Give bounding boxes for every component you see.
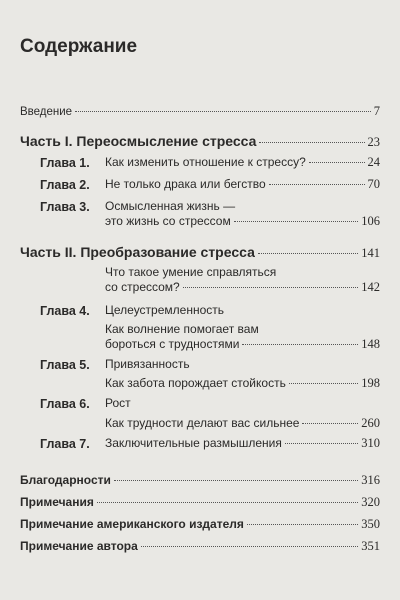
leader-dots <box>141 546 358 547</box>
toc-entry-notes <box>0 495 400 510</box>
toc-label: Часть I. Переосмысление стресса <box>20 133 257 149</box>
leader-dots <box>269 184 365 185</box>
leader-dots <box>183 287 359 288</box>
toc-label: Примечание автора <box>20 539 138 553</box>
leader-dots <box>302 423 358 424</box>
toc-label-line: Что такое умение справляться <box>105 265 277 279</box>
toc-entry-chapter-5-section <box>0 376 400 391</box>
chapter-number: Глава 5. <box>40 358 90 372</box>
toc-label: Как изменить отношение к стрессу? <box>105 155 306 169</box>
toc-entry-publisher-note <box>0 517 400 532</box>
chapter-number: Глава 6. <box>40 397 90 411</box>
leader-dots <box>242 344 358 345</box>
leader-dots <box>258 253 358 254</box>
chapter-title: Привязанность <box>105 357 190 371</box>
toc-entry-part-2 <box>0 244 400 261</box>
chapter-title: Целеустремленность <box>105 303 225 317</box>
page-number: 316 <box>361 473 380 487</box>
page-number: 260 <box>361 416 380 430</box>
page-number: 320 <box>361 495 380 509</box>
leader-dots <box>285 443 358 444</box>
chapter-number: Глава 2. <box>40 178 90 192</box>
page-number: 148 <box>361 337 380 351</box>
leader-dots <box>247 524 358 525</box>
chapter-number: Глава 3. <box>40 200 90 214</box>
toc-entry-chapter-3 <box>0 214 400 229</box>
toc-label-line: Как волнение помогает вам <box>105 322 259 336</box>
toc-entry-chapter-4-section <box>0 337 400 352</box>
chapter-number: Глава 7. <box>40 437 90 451</box>
toc-entry-chapter-1 <box>0 155 400 170</box>
toc-entry-author-note <box>0 539 400 554</box>
page-number: 70 <box>367 177 380 191</box>
toc-label: со стрессом? <box>105 280 180 294</box>
leader-dots <box>259 142 364 143</box>
leader-dots <box>234 221 359 222</box>
toc-entry-acknowledgements <box>0 473 400 488</box>
toc-entry-chapter-2 <box>0 177 400 192</box>
leader-dots <box>289 383 358 384</box>
toc-label: Введение <box>20 106 73 118</box>
chapter-number: Глава 4. <box>40 304 90 318</box>
page-number: 310 <box>361 436 380 450</box>
toc-label: это жизнь со стрессом <box>105 214 231 228</box>
toc-label: бороться с трудностями <box>105 337 240 351</box>
page-number: 7 <box>373 104 380 118</box>
page-number: 142 <box>361 280 380 294</box>
toc-entry-chapter-7 <box>0 436 400 451</box>
toc-label: Примечание американского издателя <box>20 517 244 531</box>
toc-label: Не только драка или бегство <box>105 177 266 191</box>
leader-dots <box>114 480 358 481</box>
toc-label-line: Осмысленная жизнь — <box>105 199 236 213</box>
toc-label: Примечания <box>20 495 94 509</box>
leader-dots <box>309 162 365 163</box>
toc-label: Заключительные размышления <box>105 436 282 450</box>
chapter-title: Рост <box>105 396 131 410</box>
toc-entry-chapter-6-section <box>0 416 400 431</box>
page-number: 23 <box>367 135 380 149</box>
page-number: 198 <box>361 376 380 390</box>
page-number: 351 <box>361 539 380 553</box>
chapter-number: Глава 1. <box>40 156 90 170</box>
toc-entry-intro <box>0 104 400 119</box>
toc-label: Часть II. Преобразование стресса <box>20 244 255 260</box>
toc-label: Как забота порождает стойкость <box>105 376 286 390</box>
page-number: 106 <box>361 214 380 228</box>
toc-entry-stress-skill <box>0 280 400 295</box>
page-number: 350 <box>361 517 380 531</box>
leader-dots <box>97 502 358 503</box>
page-number: 24 <box>367 155 380 169</box>
page-title: Содержание <box>20 36 138 57</box>
toc-label: Благодарности <box>20 473 111 487</box>
toc-label: Как трудности делают вас сильнее <box>105 416 300 430</box>
page-number: 141 <box>361 246 380 260</box>
toc-entry-part-1 <box>0 133 400 150</box>
leader-dots <box>75 111 371 112</box>
